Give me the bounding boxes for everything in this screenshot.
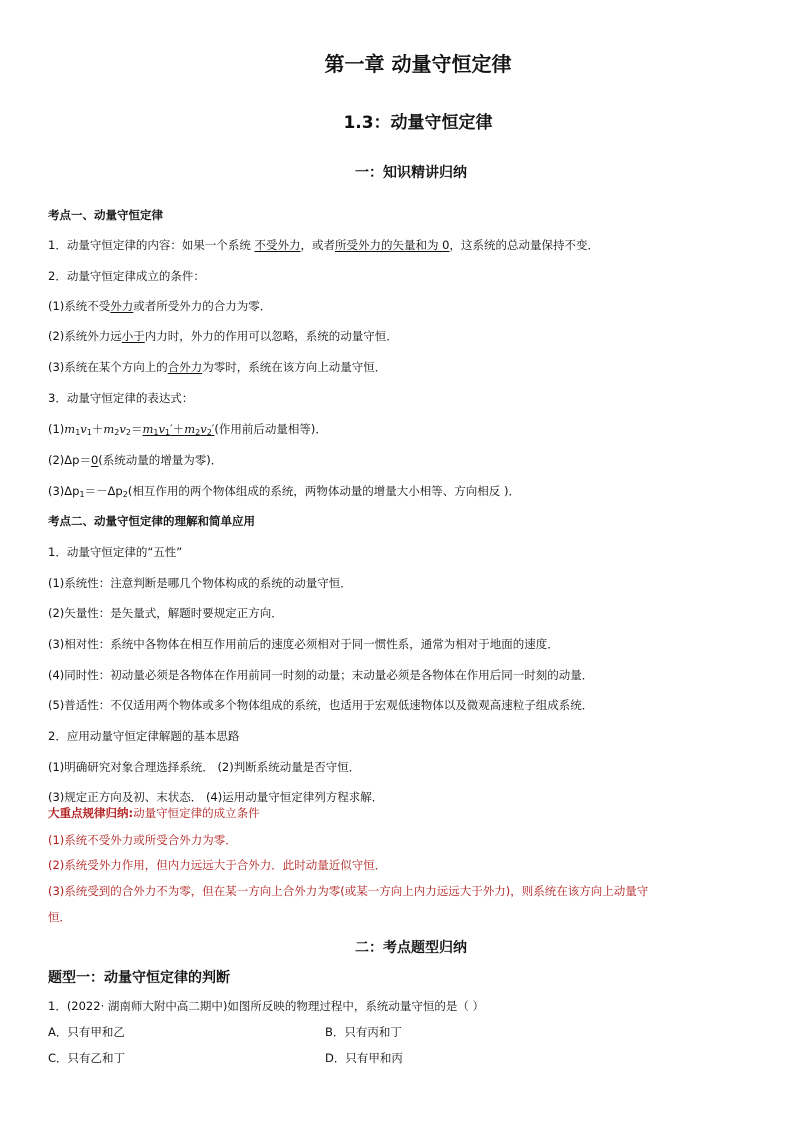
kp1-item3: 3．动量守恒定律的表达式： — [48, 391, 194, 405]
section-title: 1.3：动量守恒定律 — [343, 113, 493, 133]
kp2-item1: 1．动量守恒定律的“五性” — [48, 545, 183, 559]
kp1-expression-3: $(3)\Delta p_1=-\Delta p_2$(相互作用的两个物体组成的系统，两物体动量的增量大小相等、方向相反 )． — [48, 484, 520, 499]
kp2-heading: 考点二、动量守恒定律的理解和简单应用 — [48, 514, 255, 528]
summary-rule-2: (2)系统受外力作用，但内力远远大于合外力．此时动量近似守恒． — [48, 858, 387, 872]
kp2-point-3: (3)相对性：系统中各物体在相互作用前后的速度必须相对于同一惯性系，通常为相对于地面的速度． — [48, 637, 559, 651]
blank-answer: 0 — [90, 453, 99, 467]
question-type-heading: 题型一：动量守恒定律的判断 — [48, 970, 230, 986]
kp1-condition-2: (2)系统外力远小于内力时，外力的作用可以忽略，系统的动量守恒． — [48, 329, 398, 343]
part2-heading: 二：考点题型归纳 — [355, 940, 467, 956]
option-c[interactable]: C．只有乙和丁 — [48, 1051, 126, 1065]
blank-answer: 所受外力的矢量和为 0 — [334, 238, 450, 252]
option-d[interactable]: D．只有甲和丙 — [325, 1051, 403, 1065]
summary-rule-3-cont: 恒． — [48, 910, 71, 924]
option-b[interactable]: B．只有丙和丁 — [325, 1025, 402, 1039]
kp1-item2: 2．动量守恒定律成立的条件： — [48, 269, 205, 283]
option-a[interactable]: A．只有甲和乙 — [48, 1025, 125, 1039]
kp1-item1: 1．动量守恒定律的内容：如果一个系统 不受外力，或者所受外力的矢量和为 0，这系统的总动量保持不变． — [48, 238, 599, 252]
summary-rule-3: (3)系统受到的合外力不为零，但在某一方向上合外力为零(或某一方向上内力远远大于外力)，则系统在该方向上动量守 — [48, 884, 649, 898]
blank-answer: $m_1v_1'+m_2v_2'$ — [142, 422, 215, 437]
kp1-expression-1: $(1)m_1v_1+m_2v_2=m_1v_1'+m_2v_2'$(作用前后动量相等)． — [48, 422, 327, 437]
chapter-title: 第一章 动量守恒定律 — [324, 52, 512, 76]
kp1-condition-3: (3)系统在某个方向上的合外力为零时，系统在该方向上动量守恒． — [48, 360, 387, 374]
question-stem: 1．(2022· 湖南师大附中高二期中)如图所反映的物理过程中，系统动量守恒的是（ ） — [48, 999, 485, 1013]
blank-answer: 不受外力 — [254, 238, 301, 252]
blank-answer: 外力 — [110, 299, 134, 313]
summary-rule-1: (1)系统不受外力或所受合外力为零． — [48, 833, 237, 847]
kp1-condition-1: (1)系统不受外力或者所受外力的合力为零． — [48, 299, 272, 313]
kp2-point-1: (1)系统性：注意判断是哪几个物体构成的系统的动量守恒． — [48, 576, 352, 590]
kp2-point-2: (2)矢量性：是矢量式，解题时要规定正方向． — [48, 606, 283, 620]
kp2-point-5: (5)普适性：不仅适用两个物体或多个物体组成的系统，也适用于宏观低速物体以及微观高速粒子组成系统． — [48, 698, 594, 712]
kp2-step-1: (1)明确研究对象合理选择系统． (2)判断系统动量是否守恒． — [48, 760, 361, 774]
blank-answer: 小于 — [121, 329, 145, 343]
kp2-item2: 2．应用动量守恒定律解题的基本思路 — [48, 729, 240, 743]
blank-answer: 合外力 — [167, 360, 203, 374]
summary-label: 大重点规律归纳: — [48, 806, 134, 820]
part1-heading: 一：知识精讲归纳 — [355, 165, 467, 181]
summary-title: 动量守恒定律的成立条件 — [133, 806, 260, 820]
kp1-heading: 考点一、动量守恒定律 — [48, 208, 163, 222]
kp2-point-4: (4)同时性：初动量必须是各物体在作用前同一时刻的动量；末动量必须是各物体在作用后同一时刻的动量． — [48, 668, 594, 682]
summary-heading — [48, 805, 260, 821]
kp2-step-2: (3)规定正方向及初、末状态． (4)运用动量守恒定律列方程求解． — [48, 790, 384, 804]
kp1-expression-2: (2)Δp＝0(系统动量的增量为零)． — [48, 453, 223, 467]
